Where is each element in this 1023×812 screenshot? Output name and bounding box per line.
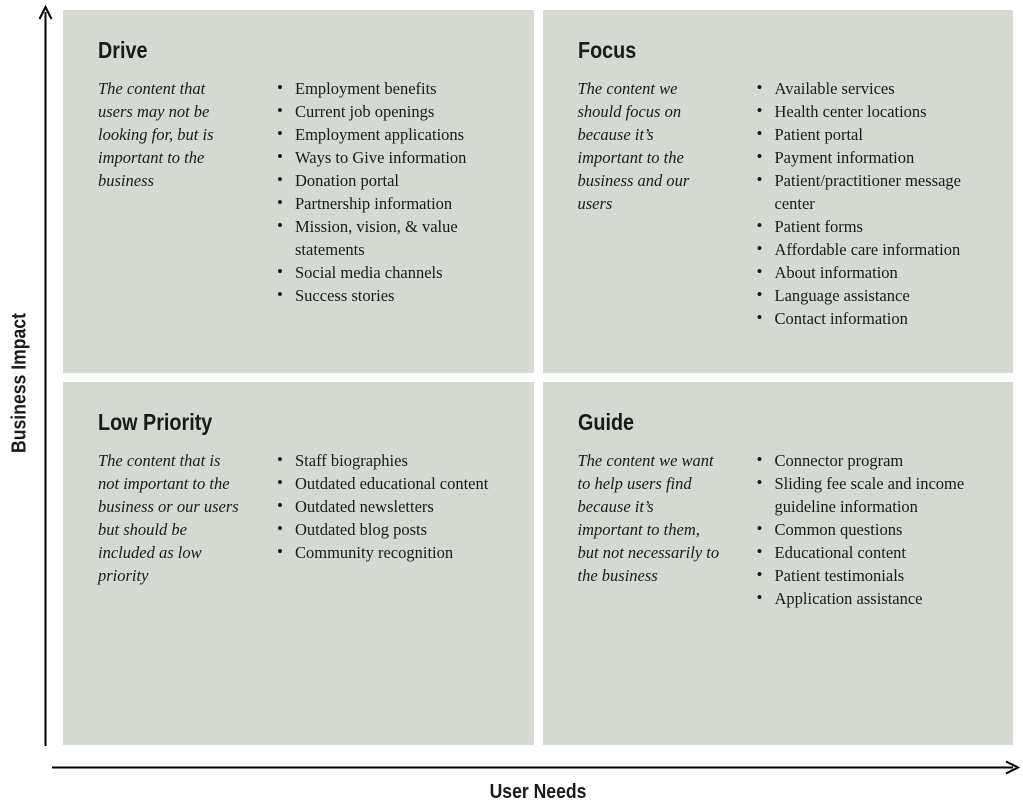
list-item: • Community recognition xyxy=(276,541,512,564)
list-item: • Language assistance xyxy=(756,284,992,307)
list-item: • Application assistance xyxy=(756,587,992,610)
list-item: • Patient testimonials xyxy=(756,564,992,587)
quadrant-title: Low Priority xyxy=(98,409,213,435)
quadrant-body xyxy=(578,77,996,330)
quadrant-title: Drive xyxy=(98,37,148,63)
list-item: • Contact information xyxy=(756,307,992,330)
quadrant-guide xyxy=(543,382,1014,745)
quadrant-description: The content we want to help users find because it’s important to them, but not necessarily to the business xyxy=(577,451,720,585)
list-item: • Available services xyxy=(756,77,992,100)
list-item: • Payment information xyxy=(756,146,992,169)
y-axis-arrow xyxy=(37,5,54,749)
list-item: • Outdated newsletters xyxy=(276,495,512,518)
quadrant-body xyxy=(98,77,516,307)
list-item: • Educational content xyxy=(756,541,992,564)
list-item: • Partnership information xyxy=(276,192,512,215)
list-item: • Employment benefits xyxy=(276,77,512,100)
quadrant-description: The content we should focus on because it’s important to the business and our users xyxy=(577,79,690,213)
y-axis-label: Business Impact xyxy=(8,313,31,453)
list-item: • Connector program xyxy=(756,449,992,472)
x-axis-label: User Needs xyxy=(489,781,587,803)
x-axis-arrow xyxy=(48,759,1020,776)
list-item: • About information xyxy=(756,261,992,284)
quadrant-description: The content that is not important to the business or our users but should be included as low priority xyxy=(98,451,239,585)
list-item: • Outdated educational content xyxy=(276,472,512,495)
list-item: • Sliding fee scale and income guideline information xyxy=(756,472,992,518)
quadrant-item-list xyxy=(756,77,996,330)
list-item: • Health center locations xyxy=(756,100,992,123)
quadrant-low-priority xyxy=(63,382,534,745)
list-item: • Affordable care information xyxy=(756,238,992,261)
list-item: • Staff biographies xyxy=(276,449,512,472)
list-item: • Mission, vision, & value statements xyxy=(276,215,512,261)
list-item: • Donation portal xyxy=(276,169,512,192)
list-item: • Success stories xyxy=(276,284,512,307)
quadrant-item-list xyxy=(756,449,996,610)
quadrant-item-list xyxy=(276,77,516,307)
list-item: • Patient portal xyxy=(756,123,992,146)
quadrant-description: The content that users may not be looking for, but is important to the business xyxy=(98,79,214,190)
quadrant-body xyxy=(578,449,996,610)
quadrant-body xyxy=(98,449,516,587)
quadrant-title: Guide xyxy=(577,409,634,435)
quadrant-title: Focus xyxy=(577,37,636,63)
quadrant-drive xyxy=(63,10,534,373)
list-item: • Patient/practitioner message center xyxy=(756,169,992,215)
list-item: • Outdated blog posts xyxy=(276,518,512,541)
list-item: • Patient forms xyxy=(756,215,992,238)
list-item: • Employment applications xyxy=(276,123,512,146)
list-item: • Current job openings xyxy=(276,100,512,123)
quadrant-item-list xyxy=(276,449,516,564)
quadrant-focus xyxy=(543,10,1014,373)
list-item: • Common questions xyxy=(756,518,992,541)
priority-matrix xyxy=(63,10,1013,745)
list-item: • Social media channels xyxy=(276,261,512,284)
list-item: • Ways to Give information xyxy=(276,146,512,169)
